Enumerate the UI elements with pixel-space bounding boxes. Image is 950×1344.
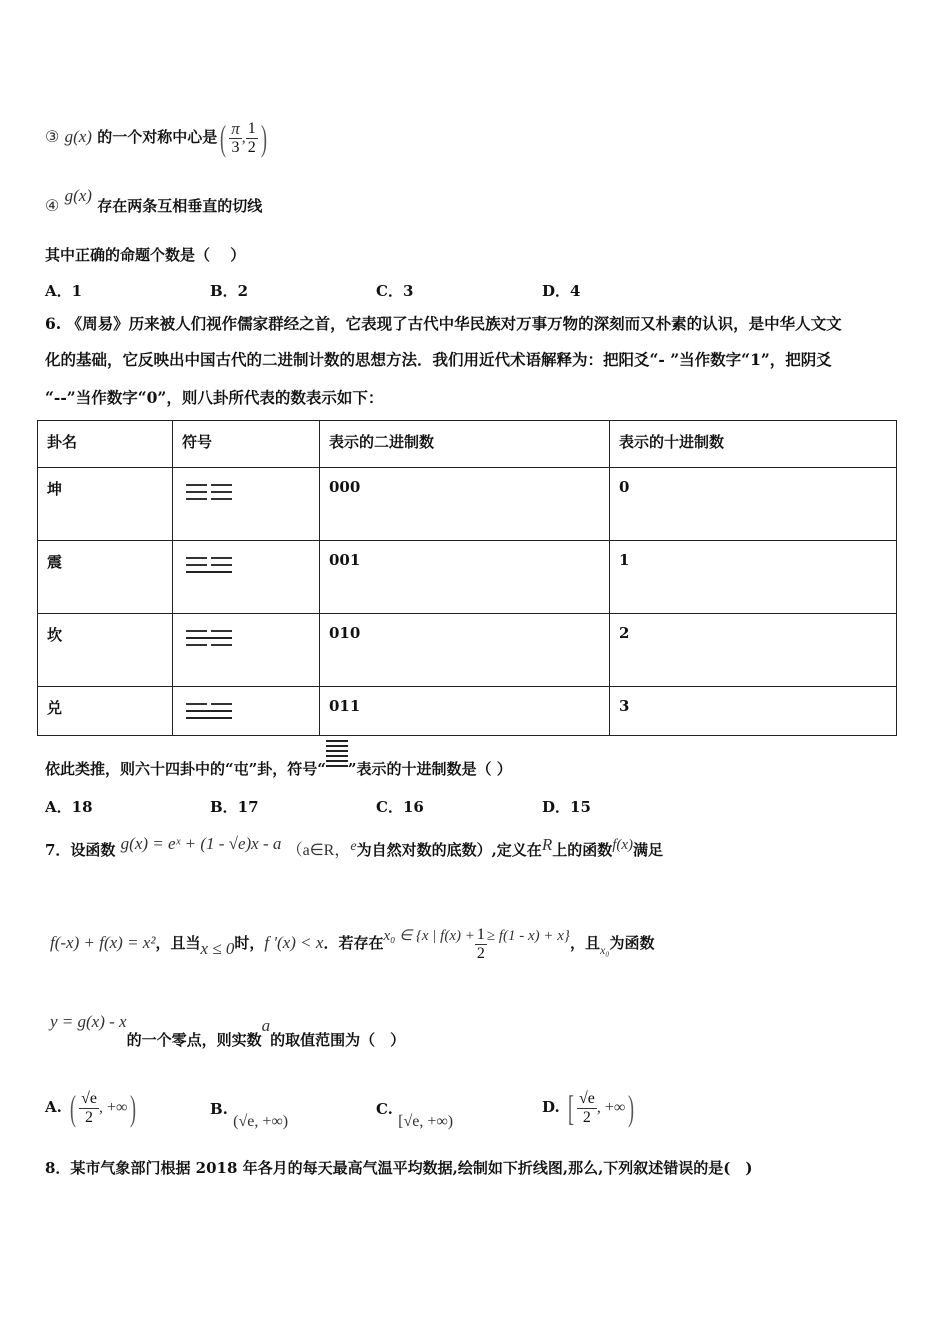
q6-option-b[interactable]: B．17 (210, 798, 259, 816)
header-symbol: 符号 (173, 421, 320, 468)
q7-line3: y = g(x) - x的一个零点，则实数a的取值范围为（ ） (50, 1012, 406, 1049)
q8-text: 8．某市气象部门根据 2018 年各月的每天最高气温平均数据,绘制如下折线图,那么,下列叙述错误的是( ) (45, 1159, 753, 1177)
fraction: $\frac{√e}{2}$ (578, 1089, 595, 1126)
binary-value: 010 (320, 614, 610, 687)
decimal-value: 1 (610, 541, 897, 614)
q6-line1: 6. 《周易》历来被人们视作儒家群经之首，它表现了古代中华民族对万事万物的深刻而又朴素的认识，是中华人文文 (45, 314, 842, 333)
trigram-symbol (173, 541, 320, 614)
trigram-icon (186, 557, 232, 573)
q7-option-c[interactable]: C. [√e, +∞) (376, 1100, 454, 1130)
binary-value: 000 (320, 468, 610, 541)
q6-option-a[interactable]: A．18 (45, 798, 93, 816)
table-row (38, 614, 897, 687)
fraction: $\frac{√e}{2}$ (81, 1089, 97, 1126)
option-d[interactable]: D．4 (542, 282, 581, 300)
option-c[interactable]: C．3 (376, 282, 414, 300)
q6-follow: 依此类推，则六十四卦中的“屯”卦，符号“ ”表示的十进制数是（ ） (45, 748, 512, 779)
table-row (38, 687, 897, 736)
trigram-symbol (173, 687, 320, 736)
fraction: $\frac{1}{2}$ (247, 119, 256, 156)
question-text: 其中正确的命题个数是（ ） (45, 246, 246, 264)
table-row (38, 468, 897, 541)
trigram-icon (186, 703, 232, 719)
trigram-name: 兑 (38, 687, 173, 736)
trigram-name: 震 (38, 541, 173, 614)
q7-option-a[interactable]: A. ( $\frac{√e}{2}$ , +∞) (45, 1088, 137, 1128)
decimal-value: 0 (610, 468, 897, 541)
trigram-symbol (173, 468, 320, 541)
q7-option-b[interactable]: B. (√e, +∞) (210, 1100, 289, 1130)
zhun-hexagram-icon (326, 740, 348, 768)
trigram-name: 坤 (38, 468, 173, 541)
q6-line3: “--”当作数字“0”，则八卦所代表的数表示如下： (45, 388, 384, 407)
trigram-icon (186, 630, 232, 646)
q7-line2: f(-x) + f(x) = x²，且当x ≤ 0时，f ′(x) < x．若存在x₀ ∈ {x | f(x) + $\frac{1}{2}$ ≥ f(1 - x) + x}，且$_{x_0}$为函数 (50, 925, 655, 962)
item-3: ③ g(x) 的一个对称中心是( $\frac{\pi}{3}$ , $\frac{1}{2}$ ) (45, 118, 267, 158)
table-header-row (38, 421, 897, 468)
item-4: ④ g(x) 存在两条互相垂直的切线 (45, 186, 263, 215)
option-a[interactable]: A．1 (45, 282, 83, 300)
header-name: 卦名 (38, 421, 173, 468)
trigram-name: 坎 (38, 614, 173, 687)
header-decimal: 表示的十进制数 (610, 421, 897, 468)
decimal-value: 2 (610, 614, 897, 687)
q6-line2: 化的基础，它反映出中国古代的二进制计数的思想方法．我们用近代术语解释为：把阳爻“- ”当作数字“1”，把阴爻 (45, 350, 832, 369)
fraction: $\frac{\pi}{3}$ (231, 118, 240, 156)
fraction: $\frac{1}{2}$ (476, 925, 485, 962)
q7-option-d[interactable]: D. [ $\frac{√e}{2}$ , +∞) (542, 1088, 635, 1128)
q6-option-d[interactable]: D．15 (542, 798, 591, 816)
trigram-table (37, 420, 897, 736)
q7-line1: 7．设函数 g(x) = eˣ + (1 - √e)x - a （a∈R，e为自然对数的底数）,定义在R上的函数f(x)满足 (45, 834, 664, 859)
q6-option-c[interactable]: C．16 (376, 798, 424, 816)
binary-value: 001 (320, 541, 610, 614)
table-row (38, 541, 897, 614)
header-binary: 表示的二进制数 (320, 421, 610, 468)
binary-value: 011 (320, 687, 610, 736)
trigram-symbol (173, 614, 320, 687)
option-b[interactable]: B．2 (210, 282, 249, 300)
decimal-value: 3 (610, 687, 897, 736)
trigram-icon (186, 484, 232, 500)
